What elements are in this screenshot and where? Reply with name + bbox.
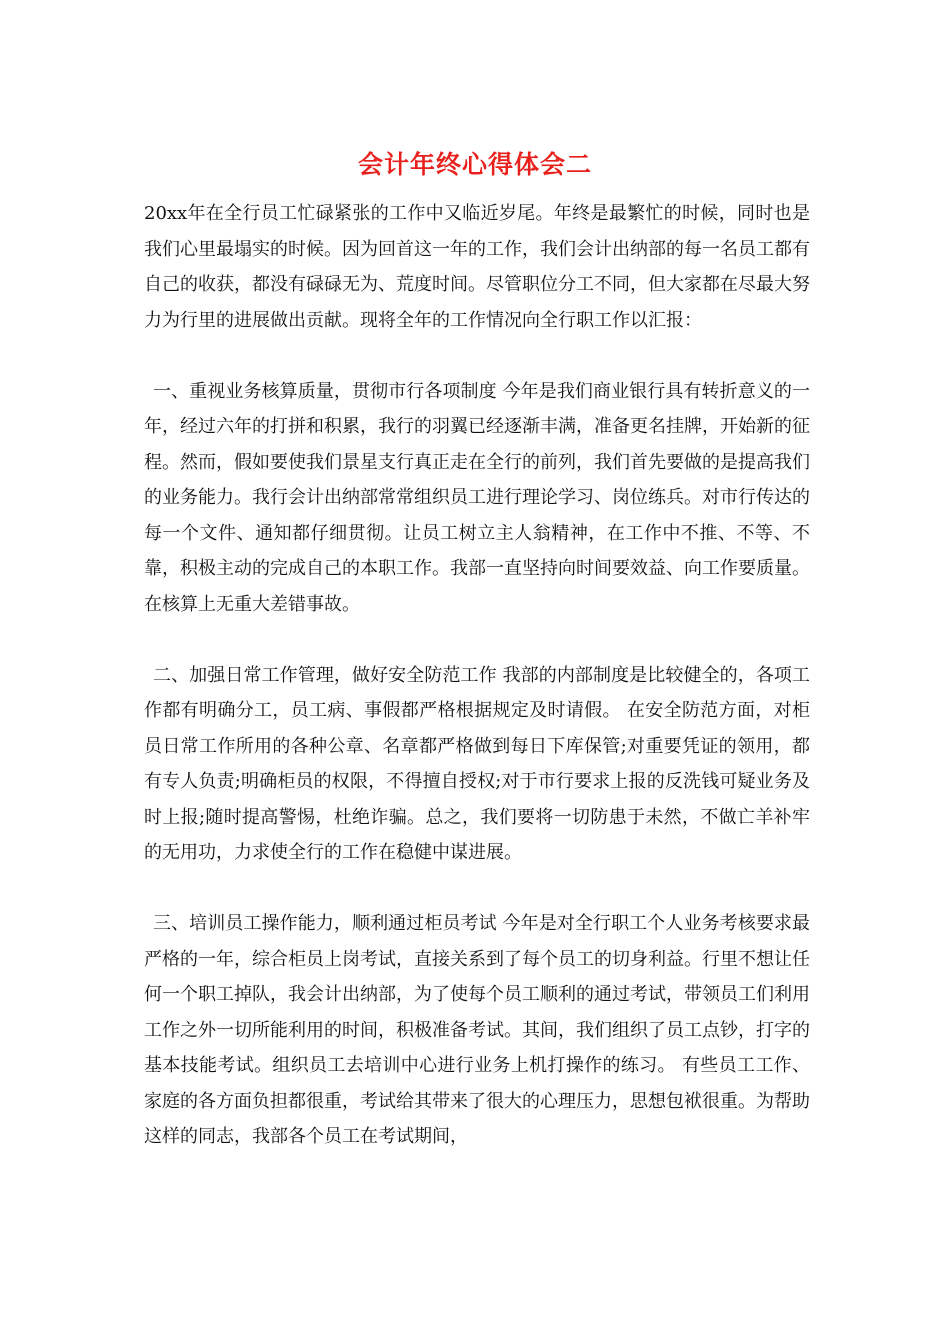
paragraph-section-1: 一、重视业务核算质量，贯彻市行各项制度 今年是我们商业银行具有转折意义的一年，经过六年的打拼和积累，我行的羽翼已经逐渐丰满，准备更名挂牌，开始新的征程。然而，假如要使我们景星支行真正走在全行的前列，我们首先要做的是提高我们的业务能力。我行会计出纳部常常组织员工进行理论学习、岗位练兵。对市行传达的每一个文件、通知都仔细贯彻。让员工树立主人翁精神，在工作中不推、不等、不靠，积极主动的完成自己的本职工作。我部一直坚持向时间要效益、向工作要质量。在核算上无重大差错事故。 bbox=[144, 380, 810, 615]
paragraph-section-2: 二、加强日常工作管理，做好安全防范工作 我部的内部制度是比较健全的，各项工作都有明确分工，员工病、事假都严格根据规定及时请假。 在安全防范方面，对柜员日常工作所用的各种公章、名章都严格做到每日下库保管;对重要凭证的领用，都有专人负责;明确柜员的权限，不得擅自授权;对于市行要求上报的反洗钱可疑业务及时上报;随时提高警惕，杜绝诈骗。总之，我们要将一切防患于未然，不做亡羊补牢的无用功，力求使全行的工作在稳健中谋进展。 bbox=[144, 664, 810, 863]
document-body bbox=[144, 196, 810, 1155]
paragraph-gap bbox=[144, 622, 810, 658]
paragraph-gap bbox=[144, 871, 810, 907]
paragraph-gap bbox=[144, 338, 810, 374]
document-title: 会计年终心得体会二 bbox=[357, 150, 592, 179]
paragraph-intro: 20xx年在全行员工忙碌紧张的工作中又临近岁尾。年终是最繁忙的时候，同时也是我们心里最塌实的时候。因为回首这一年的工作，我们会计出纳部的每一名员工都有自己的收获，都没有碌碌无为、荒度时间。尽管职位分工不同，但大家都在尽最大努力为行里的进展做出贡献。现将全年的工作情况向全行职工作以汇报： bbox=[144, 203, 810, 331]
paragraph-section-3: 三、培训员工操作能力，顺利通过柜员考试 今年是对全行职工个人业务考核要求最严格的一年，综合柜员上岗考试，直接关系到了每个员工的切身利益。行里不想让任何一个职工掉队，我会计出纳部，为了使每个员工顺利的通过考试，带领员工们利用工作之外一切所能利用的时间，积极准备考试。其间，我们组织了员工点钞，打字的基本技能考试。组织员工去培训中心进行业务上机打操作的练习。 有些员工工作、家庭的各方面负担都很重，考试给其带来了很大的心理压力，思想包袱很重。为帮助这样的同志，我部各个员工在考试期间， bbox=[144, 913, 810, 1147]
